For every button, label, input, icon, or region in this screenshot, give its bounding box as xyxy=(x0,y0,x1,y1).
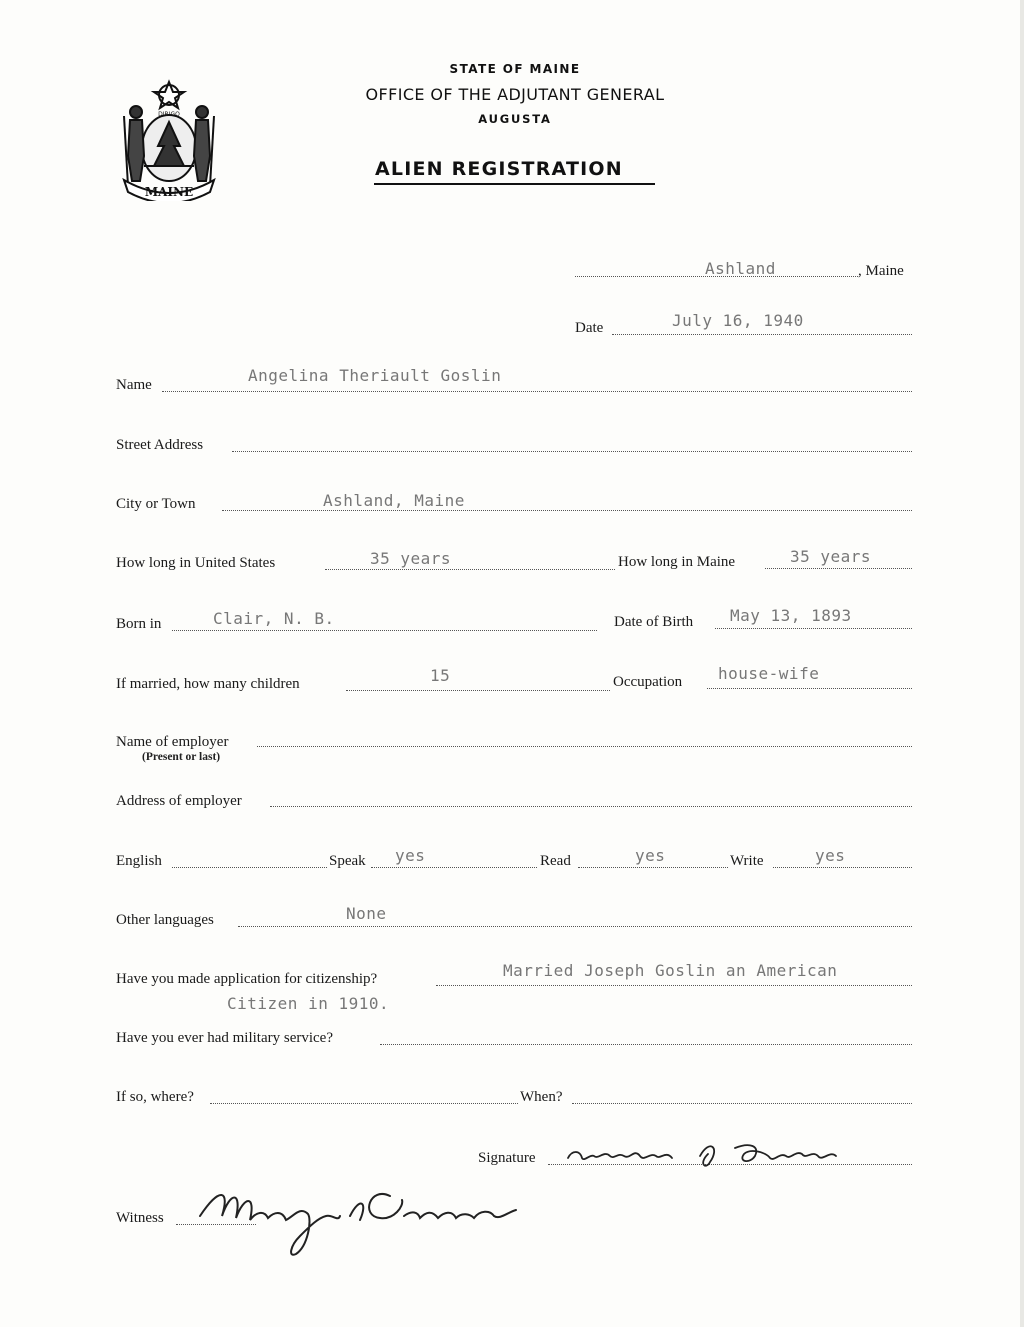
english-line xyxy=(172,867,327,868)
signature-handwriting xyxy=(560,1128,890,1173)
title-underline xyxy=(374,183,655,185)
other-languages-label: Other languages xyxy=(116,912,214,928)
born-in-value: Clair, N. B. xyxy=(213,609,335,628)
born-in-line xyxy=(172,630,597,631)
name-line xyxy=(162,391,912,392)
date-of-birth-label: Date of Birth xyxy=(614,614,694,630)
speak-value: yes xyxy=(395,846,426,865)
form-title: ALIEN REGISTRATION xyxy=(375,158,623,180)
employer-name-sublabel: (Present or last) xyxy=(142,751,221,763)
citizenship-value-line1: Married Joseph Goslin an American xyxy=(503,961,838,980)
military-label: Have you ever had military service? xyxy=(116,1030,333,1046)
date-of-birth-line xyxy=(715,628,912,629)
how-long-us-line xyxy=(325,569,615,570)
children-line xyxy=(346,690,610,691)
state-heading: STATE OF MAINE xyxy=(449,62,581,76)
witness-handwriting xyxy=(190,1176,530,1261)
signature-label: Signature xyxy=(478,1150,536,1166)
when-line xyxy=(572,1103,912,1104)
read-line xyxy=(578,867,728,868)
employer-name-line xyxy=(257,746,912,747)
occupation-label: Occupation xyxy=(613,674,683,690)
citizenship-line xyxy=(436,985,912,986)
read-label: Read xyxy=(540,853,571,869)
maine-state-seal-icon xyxy=(114,76,224,201)
how-long-us-label: How long in United States xyxy=(116,555,276,571)
city-heading: AUGUSTA xyxy=(478,112,552,126)
write-line xyxy=(773,867,912,868)
location-state-label: , Maine xyxy=(858,263,904,279)
scan-edge xyxy=(1020,0,1024,1327)
name-value: Angelina Theriault Goslin xyxy=(248,366,502,385)
born-in-label: Born in xyxy=(116,616,162,632)
witness-label: Witness xyxy=(116,1210,164,1226)
office-heading: OFFICE OF THE ADJUTANT GENERAL xyxy=(365,85,665,104)
speak-label: Speak xyxy=(329,853,366,869)
write-value: yes xyxy=(815,846,846,865)
occupation-value: house-wife xyxy=(718,664,820,683)
date-value: July 16, 1940 xyxy=(672,311,804,330)
how-long-maine-line xyxy=(765,568,912,569)
how-long-maine-value: 35 years xyxy=(790,547,872,566)
street-address-line xyxy=(232,451,912,452)
how-long-maine-label: How long in Maine xyxy=(618,554,736,570)
date-line xyxy=(612,334,912,335)
city-town-label: City or Town xyxy=(116,496,196,512)
other-languages-line xyxy=(238,926,912,927)
seal-banner-text: MAINE xyxy=(144,185,194,199)
employer-address-line xyxy=(270,806,912,807)
how-long-us-value: 35 years xyxy=(370,549,452,568)
children-value: 15 xyxy=(430,666,451,685)
other-languages-value: None xyxy=(346,904,387,923)
date-label: Date xyxy=(575,320,604,336)
english-label: English xyxy=(116,853,162,869)
write-label: Write xyxy=(730,853,764,869)
street-address-label: Street Address xyxy=(116,437,204,453)
where-label: If so, where? xyxy=(116,1089,194,1105)
name-label: Name xyxy=(116,377,152,393)
seal-motto-text: DIRIGO xyxy=(158,111,180,118)
when-label: When? xyxy=(520,1089,563,1105)
employer-name-label: Name of employer xyxy=(116,734,229,750)
employer-address-label: Address of employer xyxy=(116,793,242,809)
citizenship-label: Have you made application for citizenship? xyxy=(116,971,378,987)
location-town-value: Ashland xyxy=(705,259,776,278)
military-line xyxy=(380,1044,912,1045)
city-town-line xyxy=(222,510,912,511)
read-value: yes xyxy=(635,846,666,865)
where-line xyxy=(210,1103,518,1104)
speak-line xyxy=(371,867,537,868)
occupation-line xyxy=(707,688,912,689)
children-label: If married, how many children xyxy=(116,676,300,692)
date-of-birth-value: May 13, 1893 xyxy=(730,606,852,625)
city-town-value: Ashland, Maine xyxy=(323,491,465,510)
citizenship-value-line2: Citizen in 1910. xyxy=(227,994,390,1013)
